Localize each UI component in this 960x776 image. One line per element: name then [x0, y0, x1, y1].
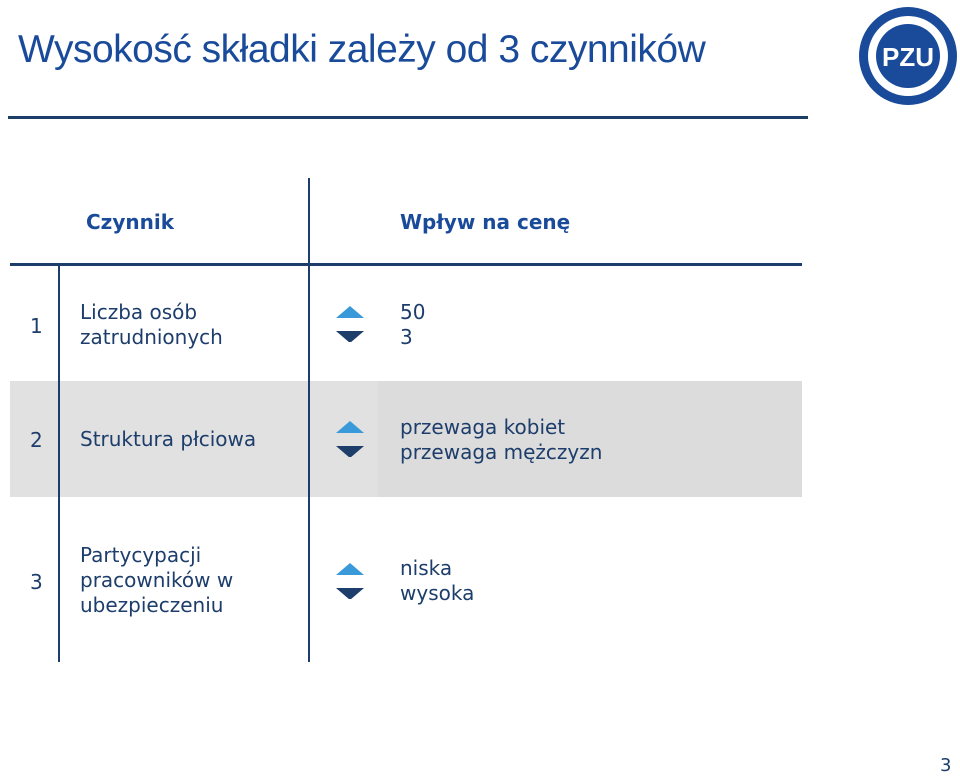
factor-line: Partycypacji — [80, 543, 202, 567]
row-impact — [400, 300, 425, 350]
column-divider-main — [308, 178, 310, 662]
column-divider-number — [58, 266, 60, 662]
up-down-arrows — [336, 421, 364, 457]
page-title: Wysokość składki zależy od 3 czynników — [18, 28, 706, 71]
impact-down-value: wysoka — [400, 581, 475, 605]
title-divider — [8, 116, 808, 119]
header-factor: Czynnik — [86, 210, 174, 234]
row-number: 2 — [30, 428, 43, 452]
up-down-arrows — [336, 563, 364, 599]
triangle-up-icon — [336, 421, 364, 433]
factor-line: Struktura płciowa — [80, 427, 257, 451]
row-factor — [80, 300, 223, 350]
impact-up-value: niska — [400, 556, 453, 580]
impact-down-value: 3 — [400, 325, 413, 349]
header-divider — [10, 263, 802, 266]
row-number: 3 — [30, 570, 43, 594]
row-impact — [400, 415, 602, 465]
row-impact — [400, 556, 474, 606]
page-number: 3 — [940, 755, 952, 776]
factor-line: zatrudnionych — [80, 325, 223, 349]
factor-line: pracowników w — [80, 568, 234, 592]
row-factor — [80, 427, 256, 452]
impact-up-value: 50 — [400, 300, 426, 324]
triangle-down-icon — [336, 331, 364, 342]
pzu-logo — [858, 6, 958, 106]
logo-text: PZU — [882, 42, 934, 72]
row-factor — [80, 543, 233, 618]
triangle-up-icon — [336, 563, 364, 575]
up-down-arrows — [336, 306, 364, 342]
triangle-up-icon — [336, 306, 364, 318]
factor-line: Liczba osób — [80, 300, 198, 324]
triangle-down-icon — [336, 446, 364, 457]
impact-up-value: przewaga kobiet — [400, 415, 566, 439]
triangle-down-icon — [336, 588, 364, 599]
factor-line: ubezpieczeniu — [80, 593, 224, 617]
impact-down-value: przewaga mężczyzn — [400, 440, 603, 464]
header-impact: Wpływ na cenę — [400, 210, 571, 234]
row-number: 1 — [30, 314, 43, 338]
